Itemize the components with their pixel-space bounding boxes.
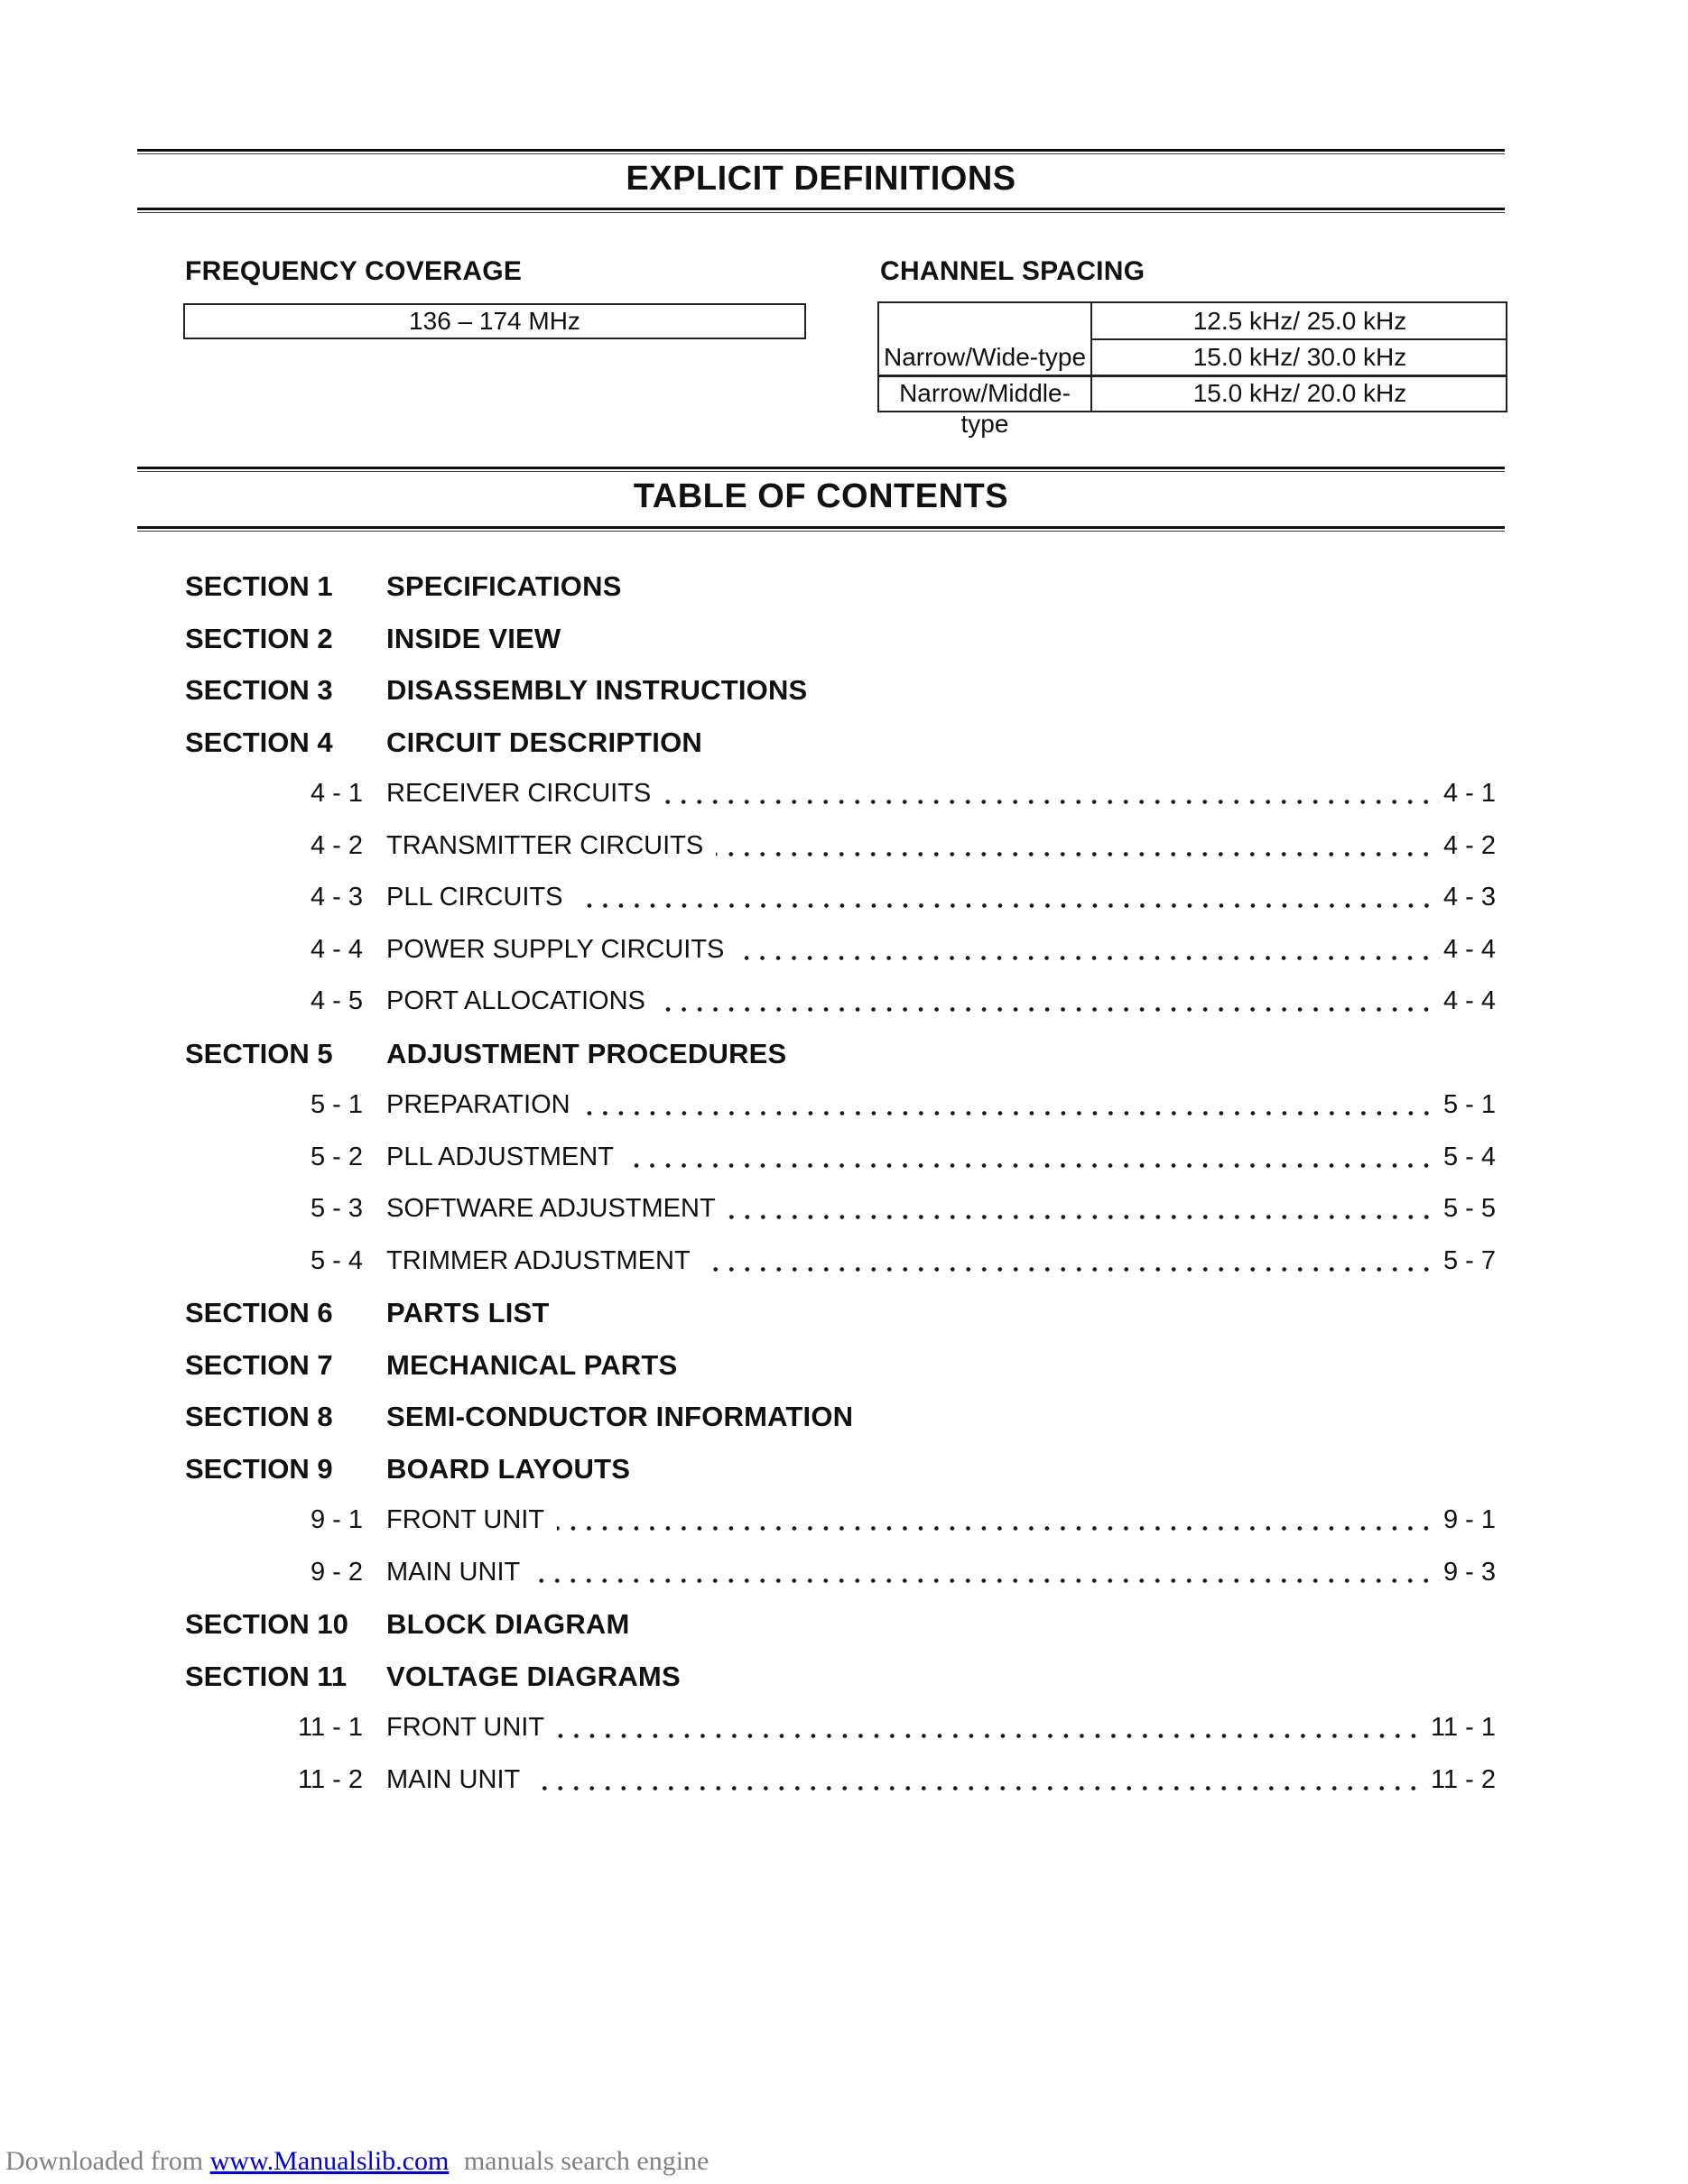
dot-leader: [557, 1734, 1427, 1738]
toc-rule-bottom: [137, 526, 1505, 529]
toc-entry-title: PARTS LIST: [386, 1297, 550, 1328]
table-cell-type-wide: Narrow/Wide-type: [883, 343, 1087, 371]
toc-row: [185, 1391, 1496, 1443]
table-cell-spacing-1: 12.5 kHz/ 25.0 kHz: [1192, 307, 1407, 335]
dot-leader: [533, 1578, 1440, 1583]
dot-leader: [583, 1111, 1440, 1115]
dot-leader: [703, 1267, 1440, 1272]
footer: [5, 2145, 709, 2178]
toc-entry-page: 5 - 1: [1442, 1090, 1496, 1119]
toc-row: [185, 1754, 1496, 1807]
toc-entry-page: 5 - 4: [1442, 1142, 1496, 1171]
toc-entry-number: 4 - 1: [310, 779, 363, 808]
dot-leader: [626, 1163, 1440, 1168]
toc-entry-number: 5 - 2: [310, 1142, 363, 1171]
channel-spacing-heading: CHANNEL SPACING: [880, 256, 1145, 286]
toc-entry-number: 9 - 2: [310, 1557, 363, 1587]
toc-row: [185, 924, 1496, 976]
toc-row: [185, 976, 1496, 1028]
toc-entry-number: SECTION 6: [185, 1297, 333, 1328]
toc-row: [185, 717, 1496, 769]
toc-entry-number: 4 - 2: [310, 830, 363, 860]
toc-entry-title: SEMI-CONDUCTOR INFORMATION: [386, 1401, 854, 1432]
frequency-coverage-box: [183, 303, 806, 339]
toc-entry-title: MAIN UNIT: [386, 1557, 521, 1587]
manualslib-link[interactable]: www.Manualslib.com: [209, 2146, 450, 2176]
toc-row: [185, 1028, 1496, 1080]
toc-entry-page: 5 - 5: [1442, 1194, 1496, 1223]
toc-entry-number: 9 - 1: [310, 1505, 363, 1534]
definitions-rule-bottom: [137, 208, 1505, 210]
toc-entry-number: 4 - 3: [310, 883, 363, 912]
toc-entry-number: 11 - 2: [297, 1764, 363, 1794]
toc-row: [185, 613, 1496, 665]
toc-entry-title: TRANSMITTER CIRCUITS: [386, 830, 704, 860]
toc-entry-title: FRONT UNIT: [386, 1713, 545, 1742]
toc-entry-title: SPECIFICATIONS: [386, 570, 622, 602]
toc-entry-page: 4 - 4: [1442, 934, 1496, 964]
toc-entry-title: PLL CIRCUITS: [386, 883, 563, 912]
toc-row: [185, 1287, 1496, 1339]
toc-row: [185, 1702, 1496, 1754]
dot-leader: [716, 852, 1440, 856]
toc-entry-number: SECTION 11: [185, 1660, 348, 1692]
dot-leader: [533, 1786, 1427, 1791]
toc-entry-number: SECTION 3: [185, 674, 333, 706]
toc-entry-number: SECTION 4: [185, 726, 333, 758]
toc-entry-number: SECTION 7: [185, 1348, 333, 1381]
toc-entry-title: RECEIVER CIRCUITS: [386, 779, 652, 808]
toc-row: [185, 1443, 1496, 1495]
toc-entry-title: PLL ADJUSTMENT: [386, 1142, 614, 1171]
definitions-banner-title: EXPLICIT DEFINITIONS: [626, 160, 1016, 198]
footer-suffix: manuals search engine: [463, 2146, 710, 2176]
toc-entry-page: 9 - 1: [1442, 1505, 1496, 1534]
toc-banner-title: TABLE OF CONTENTS: [633, 477, 1009, 515]
toc-row: [185, 1079, 1496, 1132]
toc-entry-title: VOLTAGE DIAGRAMS: [386, 1660, 681, 1692]
toc-row: [185, 1547, 1496, 1599]
dot-leader: [663, 800, 1440, 804]
toc-row: [185, 1598, 1496, 1651]
table-of-contents: [185, 560, 1496, 1806]
table-cell-spacing-3: 15.0 kHz/ 20.0 kHz: [1192, 379, 1407, 407]
table-cell-type-middle: Narrow/Middle-type: [899, 379, 1071, 438]
toc-entry-title: DISASSEMBLY INSTRUCTIONS: [386, 674, 808, 706]
toc-entry-page: 9 - 3: [1442, 1557, 1496, 1587]
toc-entry-number: SECTION 5: [185, 1037, 333, 1069]
toc-entry-title: MECHANICAL PARTS: [386, 1348, 678, 1381]
toc-entry-page: 4 - 2: [1442, 830, 1496, 860]
toc-row: [185, 1495, 1496, 1547]
channel-spacing-table: [877, 301, 1507, 438]
toc-entry-page: 4 - 4: [1442, 986, 1496, 1015]
toc-entry-number: 5 - 4: [310, 1245, 363, 1275]
toc-entry-page: 4 - 1: [1442, 779, 1496, 808]
toc-entry-page: 4 - 3: [1442, 883, 1496, 912]
table-column-divider: [1090, 303, 1092, 411]
toc-row: [185, 1235, 1496, 1288]
table-row-divider-2: [879, 375, 1506, 377]
toc-row: [185, 1132, 1496, 1184]
toc-entry-title: PREPARATION: [386, 1090, 570, 1119]
toc-entry-number: SECTION 9: [185, 1452, 333, 1485]
toc-entry-number: SECTION 8: [185, 1401, 333, 1432]
toc-entry-title: INSIDE VIEW: [386, 622, 561, 654]
dot-leader: [728, 1215, 1440, 1219]
toc-entry-title: ADJUSTMENT PROCEDURES: [386, 1037, 787, 1069]
toc-entry-page: 11 - 2: [1430, 1764, 1496, 1794]
toc-entry-number: 4 - 4: [310, 934, 363, 964]
toc-entry-title: TRIMMER ADJUSTMENT: [386, 1245, 691, 1275]
toc-row: [185, 1651, 1496, 1703]
toc-entry-number: 5 - 1: [310, 1090, 363, 1119]
toc-entry-title: POWER SUPPLY CIRCUITS: [386, 934, 725, 964]
dot-leader: [737, 956, 1440, 960]
frequency-coverage-value: 136 – 174 MHz: [409, 307, 580, 335]
dot-leader: [557, 1526, 1440, 1531]
toc-entry-title: BOARD LAYOUTS: [386, 1452, 631, 1485]
toc-entry-title: CIRCUIT DESCRIPTION: [386, 726, 702, 758]
toc-entry-title: MAIN UNIT: [386, 1764, 521, 1794]
dot-leader: [576, 903, 1440, 908]
toc-row: [185, 560, 1496, 613]
frequency-coverage-heading: FREQUENCY COVERAGE: [185, 256, 523, 286]
toc-row: [185, 1339, 1496, 1392]
toc-entry-page: 5 - 7: [1442, 1245, 1496, 1275]
toc-entry-number: 4 - 5: [310, 986, 363, 1015]
toc-entry-number: SECTION 2: [185, 622, 333, 654]
toc-entry-number: SECTION 1: [185, 570, 333, 602]
toc-row: [185, 820, 1496, 873]
toc-row: [185, 1183, 1496, 1235]
toc-entry-title: FRONT UNIT: [386, 1505, 545, 1534]
footer-prefix: Downloaded from: [5, 2146, 204, 2176]
toc-entry-number: 11 - 1: [297, 1713, 363, 1742]
toc-entry-title: SOFTWARE ADJUSTMENT: [386, 1194, 716, 1223]
dot-leader: [658, 1007, 1440, 1012]
toc-row: [185, 664, 1496, 717]
toc-row: [185, 768, 1496, 820]
toc-entry-number: SECTION 10: [185, 1608, 348, 1640]
toc-entry-number: 5 - 3: [310, 1194, 363, 1223]
table-cell-spacing-2: 15.0 kHz/ 30.0 kHz: [1192, 343, 1407, 371]
toc-row: [185, 872, 1496, 924]
toc-entry-title: PORT ALLOCATIONS: [386, 986, 645, 1015]
toc-entry-page: 11 - 1: [1430, 1713, 1496, 1742]
toc-entry-title: BLOCK DIAGRAM: [386, 1608, 630, 1640]
